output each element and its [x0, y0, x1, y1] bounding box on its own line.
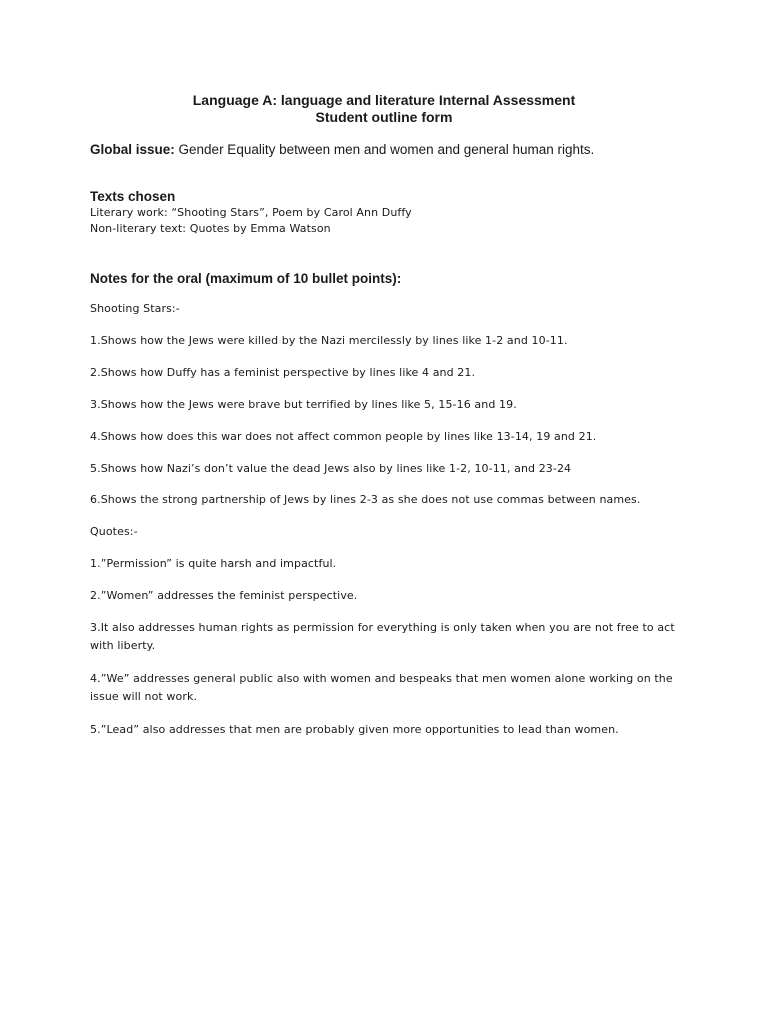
list-item: 1.”Permission” is quite harsh and impactful.: [90, 557, 337, 570]
list-item: 4.”We” addresses general public also with women and bespeaks that men women alone working on the issue will not work.: [90, 672, 673, 703]
list-item: 2.Shows how Duffy has a feminist perspective by lines like 4 and 21.: [90, 366, 476, 379]
texts-chosen-heading: Texts chosen: [90, 189, 176, 204]
list-item: 6.Shows the strong partnership of Jews by lines 2-3 as she does not use commas between names.: [90, 493, 641, 506]
list-item: 4.Shows how does this war does not affect common people by lines like 13-14, 19 and 21.: [90, 430, 597, 443]
global-issue-text: Gender Equality between men and women and general human rights.: [174, 142, 595, 157]
notes-heading: Notes for the oral (maximum of 10 bullet points):: [90, 271, 402, 286]
list-item: 2.”Women” addresses the feminist perspective.: [90, 589, 358, 602]
global-issue-label: Global issue:: [90, 142, 175, 157]
document-subtitle: Student outline form: [315, 109, 453, 125]
non-literary-text: Non-literary text: Quotes by Emma Watson: [90, 222, 331, 235]
document-title: Language A: language and literature Internal Assessment: [192, 92, 576, 108]
global-issue: [90, 141, 594, 158]
literary-work: Literary work: “Shooting Stars”, Poem by Carol Ann Duffy: [90, 206, 412, 219]
list-item: 1.Shows how the Jews were killed by the Nazi mercilessly by lines like 1-2 and 10-11.: [90, 334, 568, 347]
list-item: 3.It also addresses human rights as permission for everything is only taken when you are not free to act with liberty.: [90, 621, 675, 652]
list-item: 5.Shows how Nazi’s don’t value the dead Jews also by lines like 1-2, 10-11, and 23-24: [90, 462, 572, 475]
quotes-label: Quotes:-: [90, 525, 138, 538]
list-item: 5.”Lead” also addresses that men are probably given more opportunities to lead than women.: [90, 723, 619, 736]
shooting-stars-label: Shooting Stars:-: [90, 302, 180, 315]
list-item: 3.Shows how the Jews were brave but terrified by lines like 5, 15-16 and 19.: [90, 398, 517, 411]
